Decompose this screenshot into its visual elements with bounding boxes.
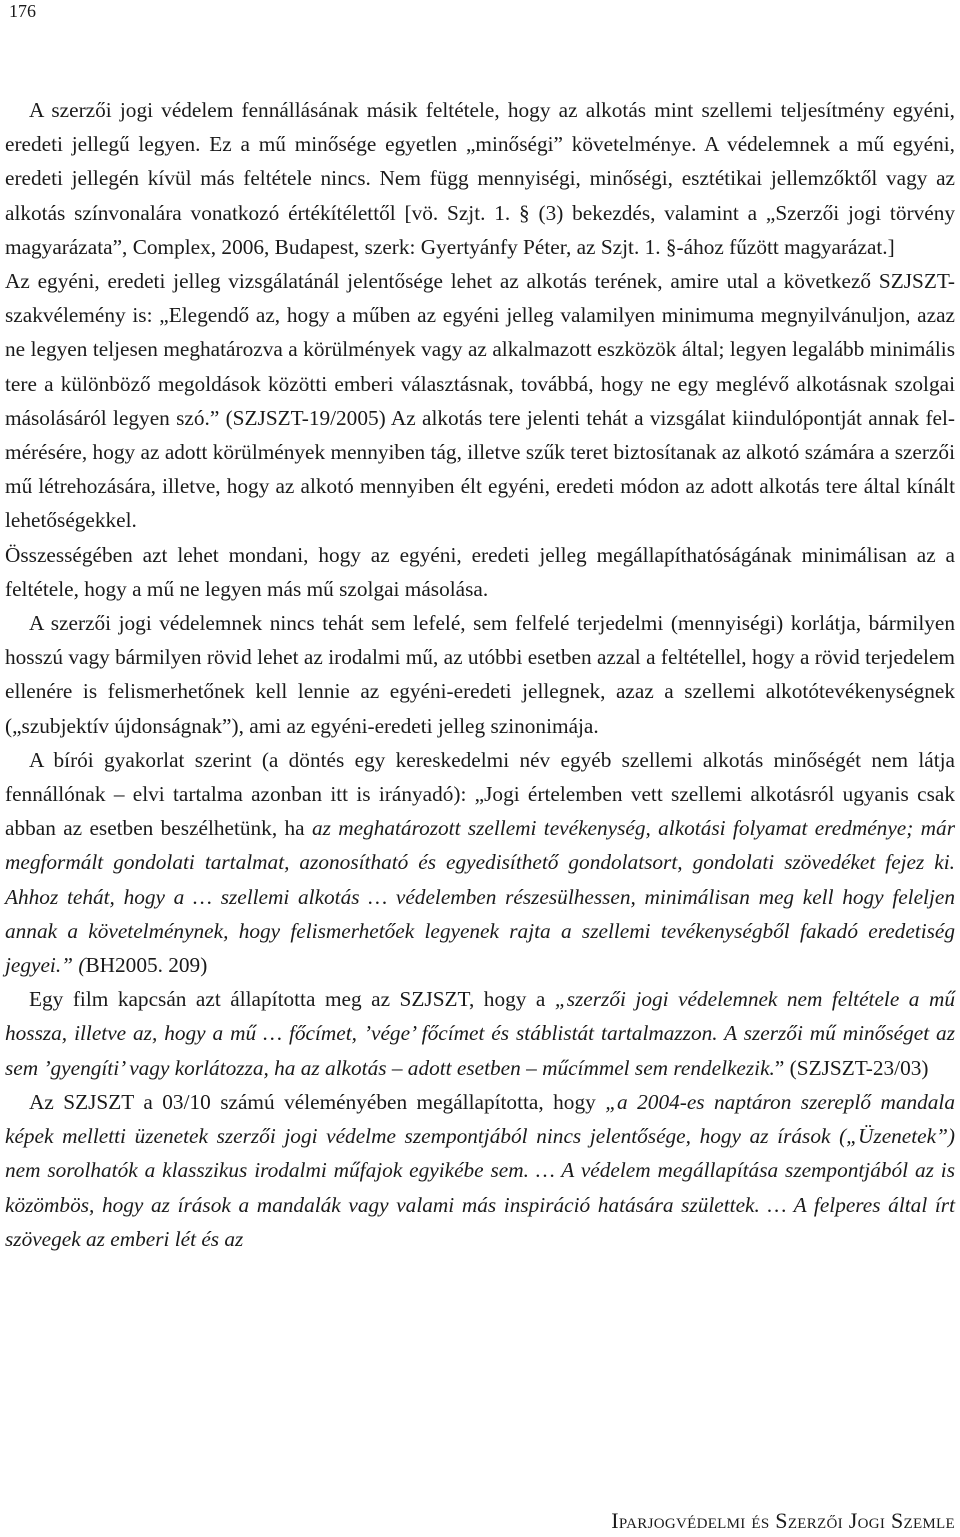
paragraph-text: Egy film kapcsán azt állapította meg az SZJSZT, hogy a: [29, 987, 555, 1012]
paragraph: [5, 1085, 955, 1256]
paragraph-text: BH2005. 209): [85, 953, 208, 978]
paragraph: [5, 606, 955, 743]
paragraph-text: Összességében azt lehet mondani, hogy az egyéni, eredeti jelleg megállapíthatóságának minimálisan az a feltétele, hogy a mű ne legyen más mű szolgai másolása.: [5, 542, 955, 601]
paragraph-text: Az SZJSZT a 03/10 számú véleményében megállapította, hogy: [29, 1089, 606, 1114]
paragraph: [5, 982, 955, 1085]
paragraph: [5, 93, 955, 264]
paragraph-text: Az egyéni, eredeti jelleg vizsgálatánál jelentősége lehet az alkotás terének, amire utal a következő SZJSZT-szakvélemény is: „Elegendő az, hogy a műben az egyéni jelleg valamilyen minimuma megnyilvánuljon, azaz ne legyen teljesen meghatározva a körülmények vagy az alkalmazott eszközök által; legyen legalább minimális tere a különböző megoldások közötti emberi választásnak, továbbá, hogy ne egy meglévő alkotásnak szolgai másolásáról legyen szó.” (SZJSZT-19/2005) Az alkotás tere jelenti tehát a vizsgálat kiindulópontját annak felmérésére, hogy az adott körülmények mennyiben tág, illetve szűk teret biztosítanak az alkotó számára a szerzői mű létrehozására, illetve, hogy az alkotó mennyiben élt egyéni, eredeti módon az adott alkotás tere által kínált lehetőségekkel.: [5, 269, 955, 533]
paragraph: [5, 264, 955, 538]
paragraph: [5, 743, 955, 982]
paragraph-text: „szerzői jogi védelemnek nem feltétele a mű hossza, illetve az, hogy a mű … főcímet, ’vége’ főcímet és stáblistát tartalmazzon. A szerzői mű minőséget az sem ’gyengíti’ vagy korlátozza, ha az alkotás – adott esetben – műcímmel sem rendelkezik.: [5, 987, 955, 1080]
journal-footer: Iparjogvédelmi és Szerzői Jogi Szemle: [611, 1508, 955, 1533]
paragraph-text: A szerzői jogi védelem fennállásának másik feltétele, hogy az alkotás mint szellemi teljesítmény egyéni, eredeti jellegű legyen. Ez a mű minősége egyetlen „minőségi” követelménye. A védelemnek a mű egyéni, eredeti jellegén kívül más feltétele nincs. Nem függ mennyiségi, minőségi, esztétikai jellemzőktől vagy az alkotás színvonalára vonatkozó értékítélettől [vö. Szjt. 1. § (3) bekezdés, valamint a „Szerzői jogi törvény magyarázata”, Complex, 2006, Budapest, szerk: Gyertyánfy Péter, az Szjt. 1. §-ához fűzött magyarázat.]: [5, 98, 955, 259]
paragraph-text: A bírói gyakorlat szerint (a döntés egy kereskedelmi név egyéb szellemi alkotás minőségét nem látja fennállónak – elvi tartalma azonban itt is irányadó): „Jogi értelemben vett szellemi alkotásról ugyanis csak abban az esetben beszélhetünk, ha: [5, 747, 955, 841]
paragraph: [5, 538, 955, 606]
paragraph-text: az meghatározott szellemi tevékenység, alkotási folyamat eredménye; már megformált gondolati tartalmat, azonosítható és egyedisíthető gondolatsort, gondolati szövedéket fejez ki. Ahhoz tehát, hogy a … szellemi alkotás … védelemben részesülhessen, minimálisan meg kell hogy feleljen annak a követelménynek, hogy felismerhetőek legyenek rajta a szellemi tevékenységből fakadó eredetiség jegyei.” (: [5, 816, 955, 978]
paragraph-text: A szerzői jogi védelemnek nincs tehát sem lefelé, sem felfelé terjedelmi (mennyiségi) korlátja, bármilyen hosszú vagy bármilyen rövid lehet az irodalmi mű, az utóbbi esetben azzal a feltétellel, hogy a rövid terjedelem ellenére is felismerhetőnek kell lennie az egyéni-eredeti jellegnek, azaz a szellemi alkotótevékenységnek („szubjektív újdonságnak”), ami az egyéni-eredeti jelleg szinonimája.: [5, 611, 955, 738]
paragraph-text: „a 2004-es naptáron szereplő mandala képek melletti üzenetek szerzői jogi védelme szempontjából nincs jelentősége, hogy az írások („Üzenetek”) nem sorolhatók a klasszikus irodalmi műfajok egyikébe sem. … A védelem megállapítása szempontjából az is közömbös, hogy az írások a mandalák vagy valami más inspiráció hatására születtek. … A felperes által írt szövegek az emberi lét és az: [5, 1089, 955, 1251]
paragraph-text: ” (SZJSZT-23/03): [774, 1055, 929, 1080]
article-body: [5, 93, 955, 1256]
page-number: 176: [9, 1, 36, 21]
